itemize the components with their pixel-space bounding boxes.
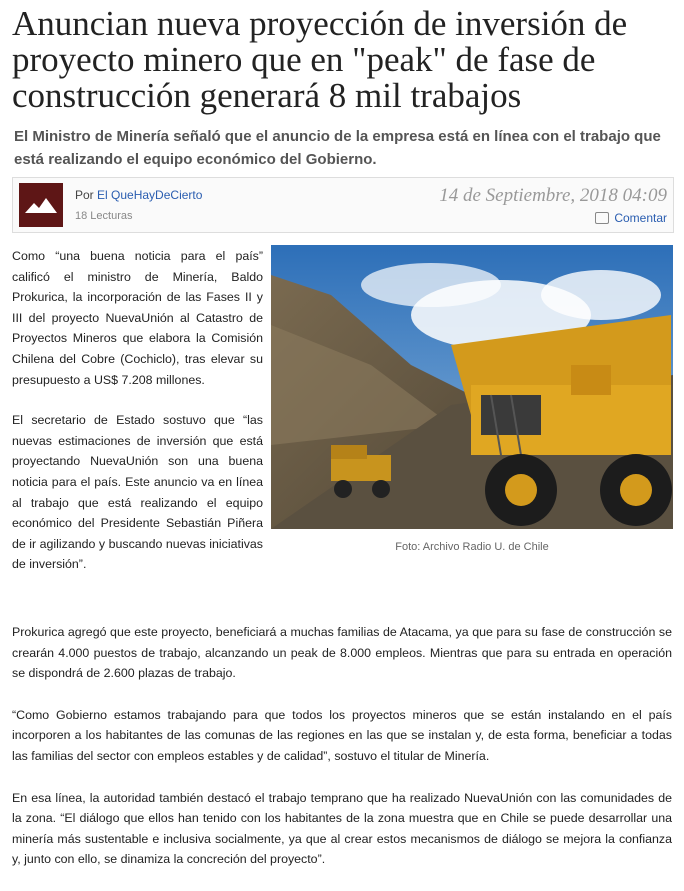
article-meta-bar [12,177,674,233]
article-title: Anuncian nueva proyección de inversión de proyecto minero que en "peak" de fase de construcción generará 8 mil trabajos [12,4,628,115]
byline-prefix: Por [75,188,94,202]
publish-date: 14 de Septiembre, 2018 04:09 [439,185,667,206]
article-subtitle: El Ministro de Minería señaló que el anuncio de la empresa está en línea con el trabajo que está realizando el equipo económico del Gobierno. [14,128,661,168]
author-avatar[interactable] [19,183,63,227]
article-body [12,622,672,891]
comment-button[interactable] [595,211,667,225]
comment-icon [595,212,609,224]
author-link[interactable]: El QueHayDeCierto [97,188,203,202]
paragraph: Prokurica agregó que este proyecto, beneficiará a muchas familias de Atacama, ya que para su fase de construcción se crearán 4.000 puestos de trabajo, alcanzando un peak de 8.000 empleos. Mientras que para su entrada en operación se dispondrá de 2.600 plazas de trabajo. [12,625,672,681]
mining-truck-photo-icon [271,245,673,529]
paragraph: Como “una buena noticia para el país” calificó el ministro de Minería, Baldo Prokurica, la incorporación de las Fases II y III del proyecto NuevaUnión al Catastro de Proyectos Mineros que elabora la Comisión Chilena del Cobre (Cochiclo), tras elevar su presupuesto a US$ 7.208 millones. [12,249,263,387]
paragraph: El secretario de Estado sostuvo que “las nuevas estimaciones de inversión que está proyectando NuevaUnión son una buena noticia para el país. Este anuncio va en línea al trabajo que está realizando el equipo económico del Presidente Sebastián Piñera de ir agilizando y buscando nuevas iniciativas de inversión”. [12,413,263,572]
mountain-logo-icon [19,183,63,227]
article-photo [271,245,673,529]
comment-label: Comentar [614,211,667,225]
read-count: 18 Lecturas [75,210,133,222]
paragraph: En esa línea, la autoridad también destacó el trabajo temprano que ha realizado NuevaUnión con las comunidades de la zona. “El diálogo que ellos han tenido con los habitantes de la zona muestra que en Chile se puede desarrollar una minería más sustentable e inclusiva socialmente, ya que al crear estos mecanismos de diálogo se mejora la confianza y, junto con ello, se dinamiza la concreción del proyecto”. [12,790,672,867]
photo-caption: Foto: Archivo Radio U. de Chile [395,541,549,553]
byline [75,188,202,202]
article-column-text [12,246,263,595]
paragraph: “Como Gobierno estamos trabajando para que todos los proyectos mineros que se están instalando en el país incorporen a los habitantes de las comunas de las regiones en las que se instalan y, de esta forma, beneficiar a todas las familias del sector con empleos estables y de calidad”, sostuvo el titular de Minería. [12,707,672,763]
